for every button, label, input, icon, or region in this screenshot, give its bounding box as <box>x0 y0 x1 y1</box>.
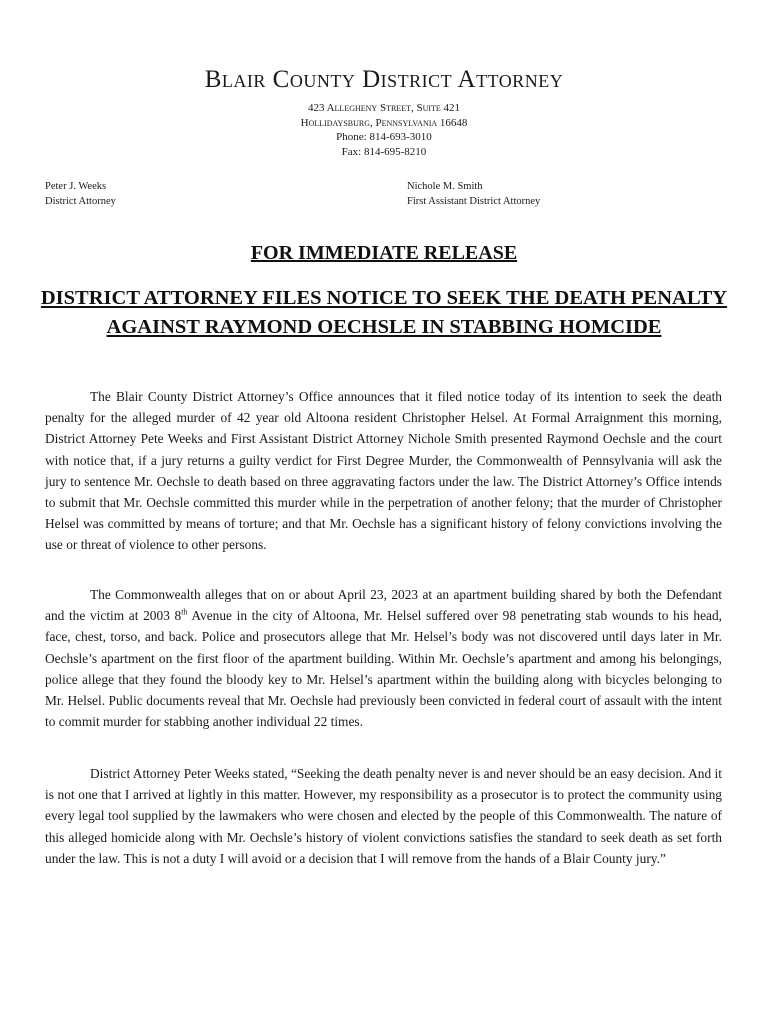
letterhead-title: Blair County District Attorney <box>204 66 564 93</box>
staff-left <box>45 180 116 209</box>
district-attorney-title: District Attorney <box>45 195 116 207</box>
ordinal-suffix: th <box>181 607 188 617</box>
fax-number: Fax: 814-695-8210 <box>341 146 427 158</box>
paragraph-2-part-b: Avenue in the city of Altoona, Mr. Helsel suffered over 98 penetrating stab wounds to his head, face, chest, torso, and back. Police and prosecutors allege that Mr. Helsel’s body was not discovered until days later in Mr. Oechsle’s apartment on the first floor of the apartment building. Within Mr. Oechsle’s apartment and among his belongings, police allege that they found the bloody key to Mr. Helsel’s apartment within the building along with bicycles belonging to Mr. Helsel. Public documents reveal that Mr. Oechsle had previously been convicted in federal court of assault with the intent to commit murder for stabbing another individual 22 times. <box>45 608 722 730</box>
first-assistant-name: Nichole M. Smith <box>407 181 483 192</box>
paragraph-3: District Attorney Peter Weeks stated, “Seeking the death penalty never is and never should be an easy decision. And it is not one that I arrived at lightly in this matter. However, my responsibility as a prosecutor is to protect the community using every legal tool supplied by the lawmakers who were chosen and elected by the people of this Commonwealth. The nature of this alleged homicide along with Mr. Oechsle’s history of violent convictions satisfies the standard to seek death as set forth under the law. This is not a duty I will avoid or a decision that I will remove from the hands of a Blair County jury.” <box>45 766 722 866</box>
first-assistant-title: First Assistant District Attorney <box>407 195 541 207</box>
paragraph-1: The Blair County District Attorney’s Office announces that it filed notice today of its intention to seek the death penalty for the alleged murder of 42 year old Altoona resident Christopher Helsel. At Formal Arraignment this morning, District Attorney Pete Weeks and First Assistant District Attorney Nichole Smith presented Raymond Oechsle and the court with notice that, if a jury returns a guilty verdict for First Degree Murder, the Commonwealth of Pennsylvania will ask the jury to sentence Mr. Oechsle to death based on three aggravating factors under the law. The District Attorney’s Office intends to submit that Mr. Oechsle committed this murder while in the perpetration of another felony; that the murder of Christopher Helsel was committed by means of torture; and that Mr. Oechsle has a significant history of felony convictions involving the use or threat of violence to other persons. <box>45 389 722 553</box>
paragraph-2 <box>45 584 722 732</box>
phone-number: Phone: 814-693-3010 <box>336 131 432 143</box>
address-street: 423 Allegheny Street, Suite 421 <box>307 102 461 114</box>
headline: DISTRICT ATTORNEY FILES NOTICE TO SEEK THE DEATH PENALTY AGAINST RAYMOND OECHSLE IN STABBING HOMCIDE <box>40 287 728 338</box>
staff-right <box>407 180 540 209</box>
district-attorney-name: Peter J. Weeks <box>45 181 107 192</box>
release-label: FOR IMMEDIATE RELEASE <box>250 242 518 264</box>
address-city: Hollidaysburg, Pennsylvania 16648 <box>300 117 468 129</box>
paragraph-2-part-a: The Commonwealth alleges that on or about April 23, 2023 at an apartment building shared by both the Defendant and the victim at 2003 8 <box>45 587 722 624</box>
